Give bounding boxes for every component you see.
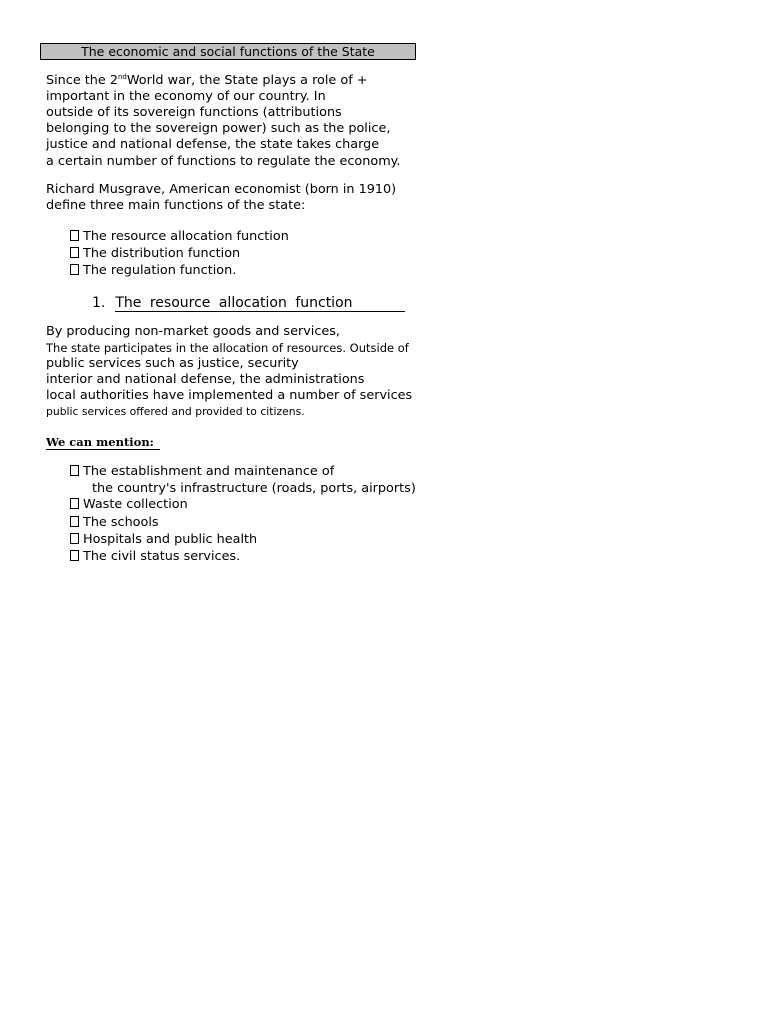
mention-item-label: The establishment and maintenance of <box>83 464 335 479</box>
allocation-line-6: public services offered and provided to citizens. <box>46 405 305 418</box>
mention-item <box>70 549 240 565</box>
checkbox-bullet-icon <box>70 498 79 509</box>
checkbox-bullet-icon <box>70 465 79 476</box>
mention-item-label: The civil status services. <box>83 549 241 564</box>
checkbox-bullet-icon <box>70 533 79 544</box>
mention-item-label: The schools <box>83 515 159 530</box>
ordinal-suffix: nd <box>117 73 127 81</box>
intro-line-5: justice and national defense, the state takes charge <box>46 137 380 152</box>
mention-item <box>70 464 334 480</box>
mention-item <box>70 532 257 548</box>
allocation-line-3: public services such as justice, security <box>46 356 299 371</box>
intro-line-1-pre: Since the 2 <box>46 73 118 88</box>
intro-line-4: belonging to the sovereign power) such as the police, <box>46 121 391 136</box>
allocation-line-1: By producing non-market goods and services, <box>46 324 340 339</box>
checkbox-bullet-icon <box>70 264 79 275</box>
function-item-label: The resource allocation function <box>83 229 289 244</box>
checkbox-bullet-icon <box>70 247 79 258</box>
musgrave-line-2: define three main functions of the state: <box>46 198 306 213</box>
function-item <box>70 246 240 262</box>
mention-item-label: Waste collection <box>83 497 188 512</box>
mention-item-label: Hospitals and public health <box>83 532 258 547</box>
allocation-line-2: The state participates in the allocation of resources. Outside of <box>46 341 409 355</box>
allocation-line-4: interior and national defense, the administrations <box>46 372 365 387</box>
intro-line-6: a certain number of functions to regulate the economy. <box>46 154 401 169</box>
function-item-label: The regulation function. <box>83 263 237 278</box>
function-item <box>70 229 289 245</box>
document-title: The economic and social functions of the State <box>40 43 416 60</box>
mention-item-continuation: the country's infrastructure (roads, ports, airports) <box>92 481 416 496</box>
allocation-line-5: local authorities have implemented a number of services <box>46 388 413 403</box>
mention-item <box>70 515 159 531</box>
function-item <box>70 263 236 279</box>
section-heading <box>92 294 405 312</box>
intro-line-2: important in the economy of our country. In <box>46 89 326 104</box>
intro-line-1-post: World war, the State plays a role of + <box>126 73 368 88</box>
intro-line-1 <box>46 73 368 89</box>
checkbox-bullet-icon <box>70 516 79 527</box>
section-number: 1. <box>92 295 106 311</box>
intro-line-3: outside of its sovereign functions (attributions <box>46 105 342 120</box>
mention-label: We can mention: <box>46 435 160 450</box>
checkbox-bullet-icon <box>70 230 79 241</box>
musgrave-line-1: Richard Musgrave, American economist (born in 1910) <box>46 182 397 197</box>
checkbox-bullet-icon <box>70 550 79 561</box>
function-item-label: The distribution function <box>83 246 241 261</box>
section-title: The resource allocation function <box>115 296 405 312</box>
mention-item <box>70 497 188 513</box>
